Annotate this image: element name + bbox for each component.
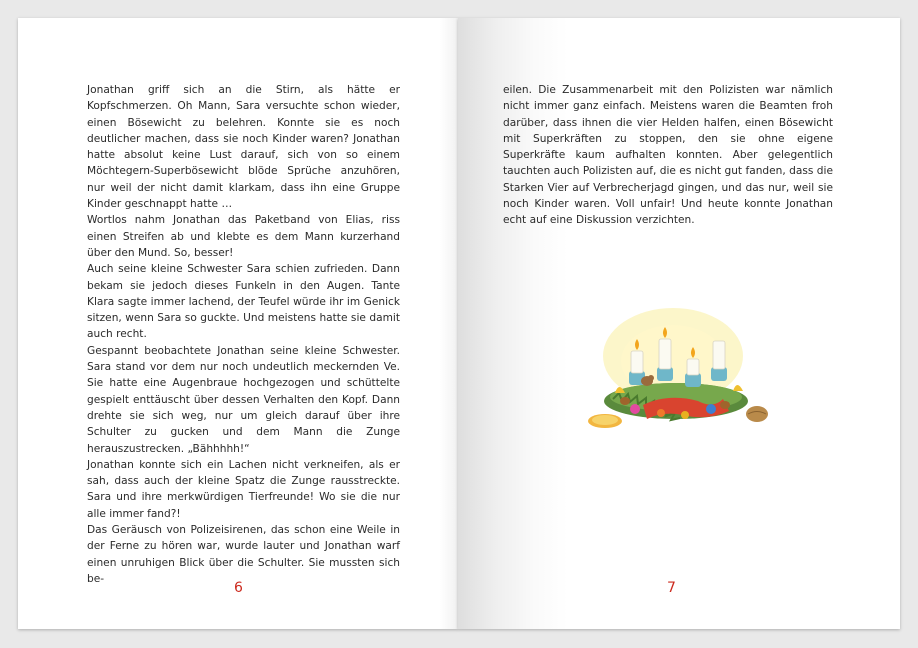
page-number-left: 6 xyxy=(234,580,243,596)
right-page xyxy=(458,18,900,629)
paragraph: Gespannt beobachtete Jonathan seine kleine Schwester. Sara stand vor dem nur noch undeutlich meckernden Ve. Sie hatte eine Augenbraue hochgezogen und schüttelte gespielt enttäuscht über dessen Verhalten den Kopf. Dann drehte sie sich weg, nur um gleich darauf über ihre Schulter zu gucken und dem Mann die Zunge herauszustrecken. „Bähhhhh!“ xyxy=(87,344,400,455)
page-number-right: 7 xyxy=(667,580,676,596)
paragraph: Jonathan griff sich an die Stirn, als hätte er Kopfschmerzen. Oh Mann, Sara versuchte schon wieder, einen Bösewicht zu belehren. Konnte sie es noch deutlicher machen, dass sie noch Kinder waren? Jonathan hatte absolut keine Lust darauf, sich von so einem Möchtegern-Superbösewicht blöde Sprüche anzuhören, nur weil der nicht damit klarkam, dass ihn eine Gruppe Kinder geschnappt hatte … xyxy=(87,84,400,211)
paragraph: Auch seine kleine Schwester Sara schien zufrieden. Dann bekam sie jedoch dieses Funkeln in den Augen. Tante Klara sagte immer lachend, der Teufel würde ihr im Genick sitzen, wenn Sara so guckte. Und meistens hatte sie damit auch recht. xyxy=(87,263,400,341)
paragraph: eilen. Die Zusammenarbeit mit den Polizisten war nämlich nicht immer ganz einfach. Meistens waren die Beamten froh darüber, dass ihnen die vier Helden halfen, einen Bösewicht mit Superkräften zu stoppen, den sie ohne eigene Superkräfte kaum aufhalten konnten. Aber gelegentlich tauchten auch Polizisten auf, die es nicht gut fanden, dass die Starken Vier auf Verbrecherjagd gingen, und das nur, weil sie noch Kinder waren. Voll unfair! Und heute konnte Jonathan echt auf eine Diskussion verzichten. xyxy=(503,84,833,227)
left-page xyxy=(18,18,458,629)
gutter-shadow-left xyxy=(440,18,458,629)
open-book xyxy=(18,18,900,629)
paragraph: Wortlos nahm Jonathan das Paketband von Elias, riss einen Streifen ab und klebte es dem Mann kurzerhand über den Mund. So, besser! xyxy=(87,214,400,259)
left-page-text xyxy=(87,82,400,587)
paragraph: Das Geräusch von Polizeisirenen, das schon eine Weile in der Ferne zu hören war, wurde lauter und Jonathan warf einen unruhigen Blick über die Schulter. Sie mussten sich be- xyxy=(87,524,400,585)
advent-wreath-illustration xyxy=(573,301,773,443)
paragraph: Jonathan konnte sich ein Lachen nicht verkneifen, als er sah, dass auch der kleine Spatz die Zunge rausstreckte. Sara und ihre merkwürdigen Tierfreunde! Wo sie die nur alle immer fand?! xyxy=(87,458,400,520)
right-page-text xyxy=(503,82,833,229)
